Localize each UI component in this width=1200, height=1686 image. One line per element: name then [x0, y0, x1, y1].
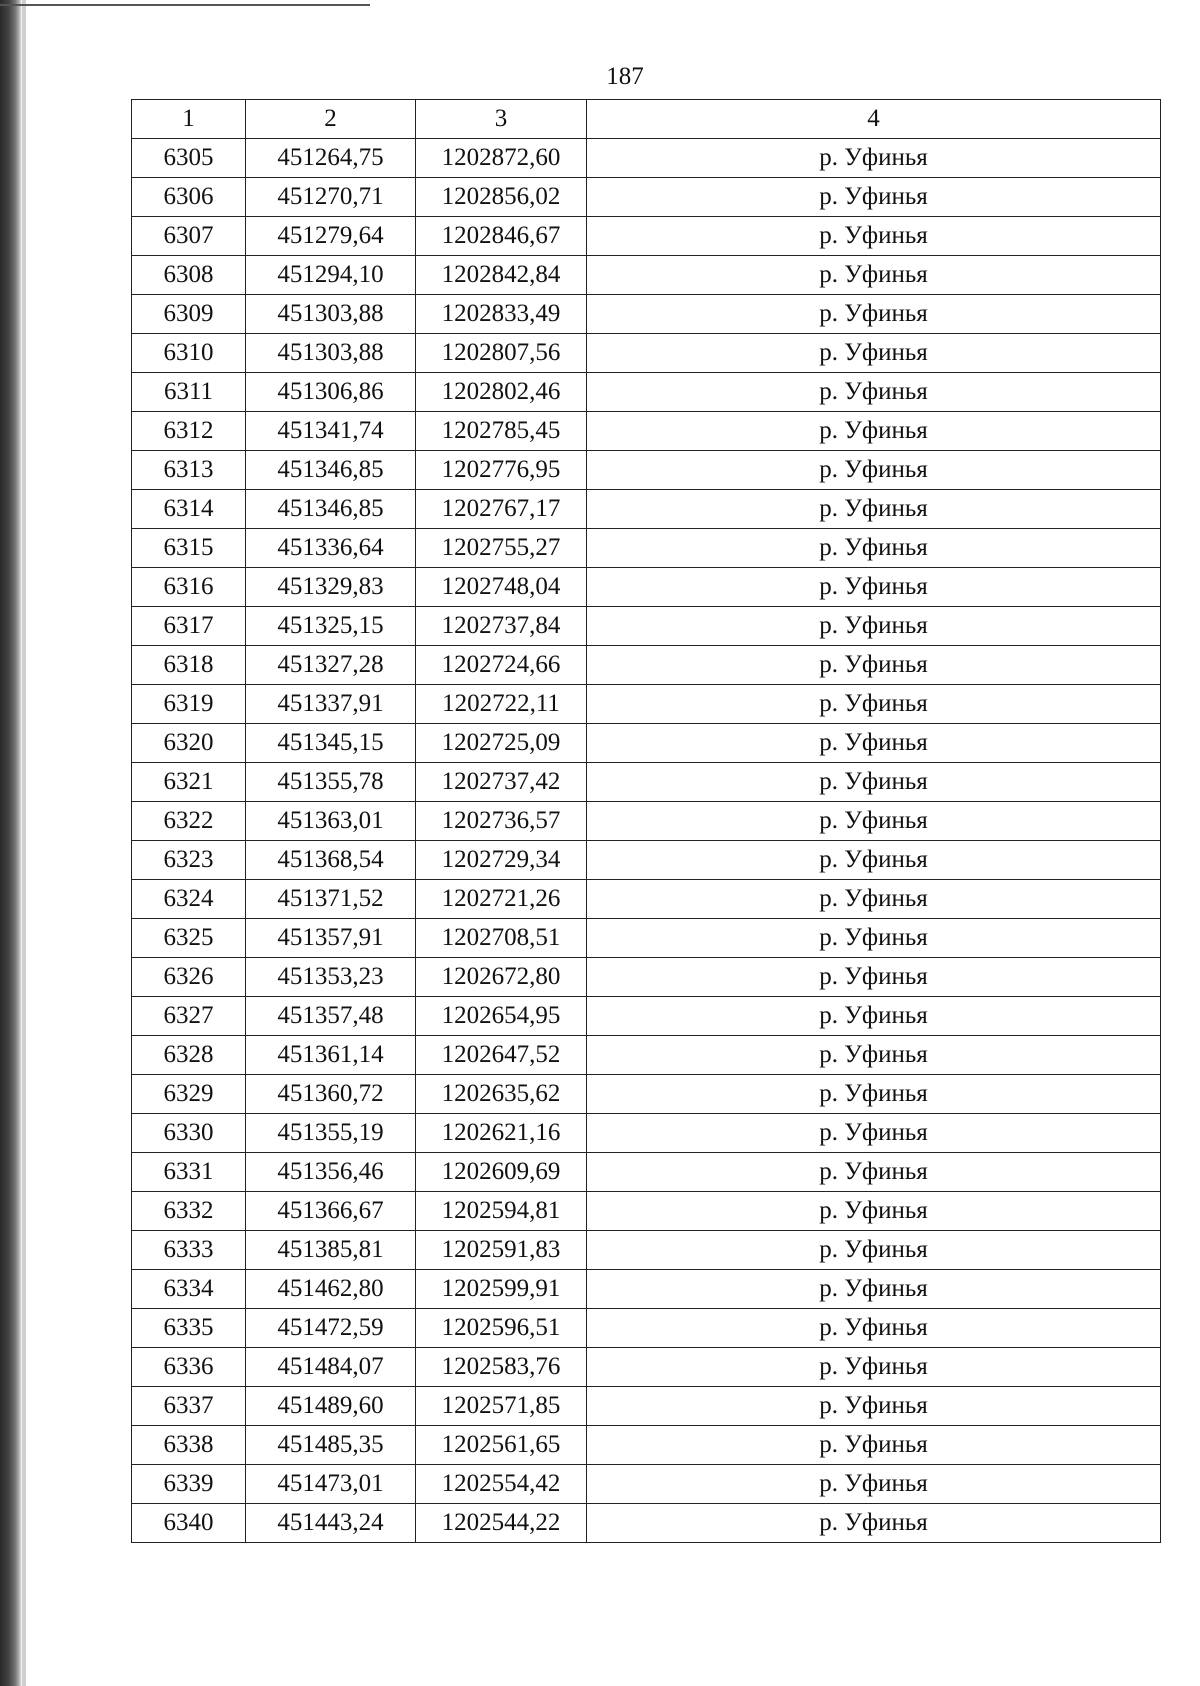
- table-row: [132, 451, 1161, 490]
- point-number-cell: 6330: [132, 1114, 246, 1153]
- y-coordinate-cell: 1202599,91: [416, 1270, 587, 1309]
- table-row: [132, 295, 1161, 334]
- point-number-cell: 6322: [132, 802, 246, 841]
- point-number-cell: 6324: [132, 880, 246, 919]
- y-coordinate-cell: 1202571,85: [416, 1387, 587, 1426]
- point-number-cell: 6305: [132, 139, 246, 178]
- point-number-cell: 6323: [132, 841, 246, 880]
- description-cell: р. Уфинья: [587, 1231, 1161, 1270]
- x-coordinate-cell: 451489,60: [246, 1387, 416, 1426]
- table-row: [132, 1348, 1161, 1387]
- x-coordinate-cell: 451294,10: [246, 256, 416, 295]
- description-cell: р. Уфинья: [587, 1309, 1161, 1348]
- x-coordinate-cell: 451473,01: [246, 1465, 416, 1504]
- point-number-cell: 6309: [132, 295, 246, 334]
- scan-left-edge: [0, 0, 22, 1686]
- y-coordinate-cell: 1202609,69: [416, 1153, 587, 1192]
- table-row: [132, 919, 1161, 958]
- point-number-cell: 6321: [132, 763, 246, 802]
- table-row: [132, 217, 1161, 256]
- x-coordinate-cell: 451484,07: [246, 1348, 416, 1387]
- description-cell: р. Уфинья: [587, 880, 1161, 919]
- description-cell: р. Уфинья: [587, 1153, 1161, 1192]
- description-cell: р. Уфинья: [587, 373, 1161, 412]
- y-coordinate-cell: 1202635,62: [416, 1075, 587, 1114]
- table-row: [132, 724, 1161, 763]
- y-coordinate-cell: 1202776,95: [416, 451, 587, 490]
- x-coordinate-cell: 451270,71: [246, 178, 416, 217]
- x-coordinate-cell: 451462,80: [246, 1270, 416, 1309]
- description-cell: р. Уфинья: [587, 919, 1161, 958]
- point-number-cell: 6332: [132, 1192, 246, 1231]
- x-coordinate-cell: 451346,85: [246, 451, 416, 490]
- page-number: 187: [606, 63, 644, 90]
- description-cell: р. Уфинья: [587, 568, 1161, 607]
- x-coordinate-cell: 451337,91: [246, 685, 416, 724]
- description-cell: р. Уфинья: [587, 451, 1161, 490]
- point-number-cell: 6317: [132, 607, 246, 646]
- table-row: [132, 1153, 1161, 1192]
- table-row: [132, 373, 1161, 412]
- point-number-cell: 6331: [132, 1153, 246, 1192]
- table-row: [132, 256, 1161, 295]
- table-row: [132, 802, 1161, 841]
- header-cell-1: 1: [132, 100, 246, 139]
- description-cell: р. Уфинья: [587, 1387, 1161, 1426]
- point-number-cell: 6313: [132, 451, 246, 490]
- y-coordinate-cell: 1202833,49: [416, 295, 587, 334]
- x-coordinate-cell: 451360,72: [246, 1075, 416, 1114]
- x-coordinate-cell: 451366,67: [246, 1192, 416, 1231]
- point-number-cell: 6336: [132, 1348, 246, 1387]
- y-coordinate-cell: 1202724,66: [416, 646, 587, 685]
- x-coordinate-cell: 451303,88: [246, 334, 416, 373]
- table-row: [132, 685, 1161, 724]
- point-number-cell: 6333: [132, 1231, 246, 1270]
- y-coordinate-cell: 1202722,11: [416, 685, 587, 724]
- table-row: [132, 139, 1161, 178]
- y-coordinate-cell: 1202737,42: [416, 763, 587, 802]
- y-coordinate-cell: 1202807,56: [416, 334, 587, 373]
- description-cell: р. Уфинья: [587, 1504, 1161, 1543]
- y-coordinate-cell: 1202737,84: [416, 607, 587, 646]
- table-row: [132, 997, 1161, 1036]
- x-coordinate-cell: 451306,86: [246, 373, 416, 412]
- table-row: [132, 1231, 1161, 1270]
- point-number-cell: 6340: [132, 1504, 246, 1543]
- description-cell: р. Уфинья: [587, 1465, 1161, 1504]
- description-cell: р. Уфинья: [587, 1348, 1161, 1387]
- y-coordinate-cell: 1202596,51: [416, 1309, 587, 1348]
- description-cell: р. Уфинья: [587, 958, 1161, 997]
- y-coordinate-cell: 1202755,27: [416, 529, 587, 568]
- point-number-cell: 6307: [132, 217, 246, 256]
- x-coordinate-cell: 451279,64: [246, 217, 416, 256]
- x-coordinate-cell: 451485,35: [246, 1426, 416, 1465]
- x-coordinate-cell: 451361,14: [246, 1036, 416, 1075]
- description-cell: р. Уфинья: [587, 685, 1161, 724]
- x-coordinate-cell: 451341,74: [246, 412, 416, 451]
- description-cell: р. Уфинья: [587, 997, 1161, 1036]
- y-coordinate-cell: 1202785,45: [416, 412, 587, 451]
- y-coordinate-cell: 1202672,80: [416, 958, 587, 997]
- point-number-cell: 6318: [132, 646, 246, 685]
- x-coordinate-cell: 451355,78: [246, 763, 416, 802]
- x-coordinate-cell: 451355,19: [246, 1114, 416, 1153]
- point-number-cell: 6337: [132, 1387, 246, 1426]
- table-row: [132, 1465, 1161, 1504]
- y-coordinate-cell: 1202591,83: [416, 1231, 587, 1270]
- x-coordinate-cell: 451353,23: [246, 958, 416, 997]
- x-coordinate-cell: 451336,64: [246, 529, 416, 568]
- description-cell: р. Уфинья: [587, 646, 1161, 685]
- description-cell: р. Уфинья: [587, 217, 1161, 256]
- description-cell: р. Уфинья: [587, 139, 1161, 178]
- y-coordinate-cell: 1202708,51: [416, 919, 587, 958]
- point-number-cell: 6311: [132, 373, 246, 412]
- table-row: [132, 841, 1161, 880]
- point-number-cell: 6338: [132, 1426, 246, 1465]
- point-number-cell: 6312: [132, 412, 246, 451]
- x-coordinate-cell: 451327,28: [246, 646, 416, 685]
- description-cell: р. Уфинья: [587, 256, 1161, 295]
- table-row: [132, 1309, 1161, 1348]
- description-cell: р. Уфинья: [587, 490, 1161, 529]
- y-coordinate-cell: 1202621,16: [416, 1114, 587, 1153]
- table-row: [132, 607, 1161, 646]
- x-coordinate-cell: 451329,83: [246, 568, 416, 607]
- y-coordinate-cell: 1202729,34: [416, 841, 587, 880]
- description-cell: р. Уфинья: [587, 1270, 1161, 1309]
- point-number-cell: 6334: [132, 1270, 246, 1309]
- x-coordinate-cell: 451346,85: [246, 490, 416, 529]
- point-number-cell: 6327: [132, 997, 246, 1036]
- description-cell: р. Уфинья: [587, 841, 1161, 880]
- table-row: [132, 1426, 1161, 1465]
- table-row: [132, 1387, 1161, 1426]
- x-coordinate-cell: 451345,15: [246, 724, 416, 763]
- y-coordinate-cell: 1202767,17: [416, 490, 587, 529]
- x-coordinate-cell: 451356,46: [246, 1153, 416, 1192]
- y-coordinate-cell: 1202725,09: [416, 724, 587, 763]
- point-number-cell: 6325: [132, 919, 246, 958]
- coordinates-table: [131, 99, 1161, 1543]
- x-coordinate-cell: 451357,91: [246, 919, 416, 958]
- description-cell: р. Уфинья: [587, 1192, 1161, 1231]
- x-coordinate-cell: 451303,88: [246, 295, 416, 334]
- table-row: [132, 1270, 1161, 1309]
- scan-left-edge-shadow: [22, 0, 26, 1686]
- y-coordinate-cell: 1202736,57: [416, 802, 587, 841]
- point-number-cell: 6329: [132, 1075, 246, 1114]
- point-number-cell: 6326: [132, 958, 246, 997]
- point-number-cell: 6316: [132, 568, 246, 607]
- point-number-cell: 6310: [132, 334, 246, 373]
- table-row: [132, 178, 1161, 217]
- y-coordinate-cell: 1202583,76: [416, 1348, 587, 1387]
- x-coordinate-cell: 451363,01: [246, 802, 416, 841]
- y-coordinate-cell: 1202721,26: [416, 880, 587, 919]
- x-coordinate-cell: 451443,24: [246, 1504, 416, 1543]
- x-coordinate-cell: 451385,81: [246, 1231, 416, 1270]
- y-coordinate-cell: 1202748,04: [416, 568, 587, 607]
- x-coordinate-cell: 451368,54: [246, 841, 416, 880]
- table-row: [132, 958, 1161, 997]
- description-cell: р. Уфинья: [587, 763, 1161, 802]
- y-coordinate-cell: 1202647,52: [416, 1036, 587, 1075]
- x-coordinate-cell: 451264,75: [246, 139, 416, 178]
- point-number-cell: 6319: [132, 685, 246, 724]
- header-cell-4: 4: [587, 100, 1161, 139]
- point-number-cell: 6315: [132, 529, 246, 568]
- x-coordinate-cell: 451325,15: [246, 607, 416, 646]
- header-row: [132, 100, 1161, 139]
- table-row: [132, 646, 1161, 685]
- y-coordinate-cell: 1202802,46: [416, 373, 587, 412]
- point-number-cell: 6306: [132, 178, 246, 217]
- description-cell: р. Уфинья: [587, 295, 1161, 334]
- description-cell: р. Уфинья: [587, 529, 1161, 568]
- description-cell: р. Уфинья: [587, 1036, 1161, 1075]
- x-coordinate-cell: 451472,59: [246, 1309, 416, 1348]
- header-cell-2: 2: [246, 100, 416, 139]
- point-number-cell: 6308: [132, 256, 246, 295]
- table-row: [132, 529, 1161, 568]
- description-cell: р. Уфинья: [587, 802, 1161, 841]
- table-row: [132, 880, 1161, 919]
- y-coordinate-cell: 1202561,65: [416, 1426, 587, 1465]
- table-row: [132, 1192, 1161, 1231]
- y-coordinate-cell: 1202594,81: [416, 1192, 587, 1231]
- description-cell: р. Уфинья: [587, 178, 1161, 217]
- table-body: [132, 139, 1161, 1543]
- description-cell: р. Уфинья: [587, 412, 1161, 451]
- table-row: [132, 568, 1161, 607]
- scan-top-line: [0, 4, 370, 6]
- y-coordinate-cell: 1202846,67: [416, 217, 587, 256]
- description-cell: р. Уфинья: [587, 1426, 1161, 1465]
- x-coordinate-cell: 451371,52: [246, 880, 416, 919]
- point-number-cell: 6339: [132, 1465, 246, 1504]
- y-coordinate-cell: 1202654,95: [416, 997, 587, 1036]
- table-row: [132, 1114, 1161, 1153]
- table-row: [132, 412, 1161, 451]
- y-coordinate-cell: 1202554,42: [416, 1465, 587, 1504]
- description-cell: р. Уфинья: [587, 1114, 1161, 1153]
- point-number-cell: 6328: [132, 1036, 246, 1075]
- y-coordinate-cell: 1202842,84: [416, 256, 587, 295]
- point-number-cell: 6320: [132, 724, 246, 763]
- x-coordinate-cell: 451357,48: [246, 997, 416, 1036]
- table-row: [132, 334, 1161, 373]
- table-row: [132, 1036, 1161, 1075]
- point-number-cell: 6335: [132, 1309, 246, 1348]
- table-row: [132, 490, 1161, 529]
- table-row: [132, 1504, 1161, 1543]
- table-row: [132, 763, 1161, 802]
- point-number-cell: 6314: [132, 490, 246, 529]
- header-cell-3: 3: [416, 100, 587, 139]
- description-cell: р. Уфинья: [587, 724, 1161, 763]
- description-cell: р. Уфинья: [587, 334, 1161, 373]
- description-cell: р. Уфинья: [587, 607, 1161, 646]
- y-coordinate-cell: 1202544,22: [416, 1504, 587, 1543]
- table-row: [132, 1075, 1161, 1114]
- description-cell: р. Уфинья: [587, 1075, 1161, 1114]
- y-coordinate-cell: 1202856,02: [416, 178, 587, 217]
- y-coordinate-cell: 1202872,60: [416, 139, 587, 178]
